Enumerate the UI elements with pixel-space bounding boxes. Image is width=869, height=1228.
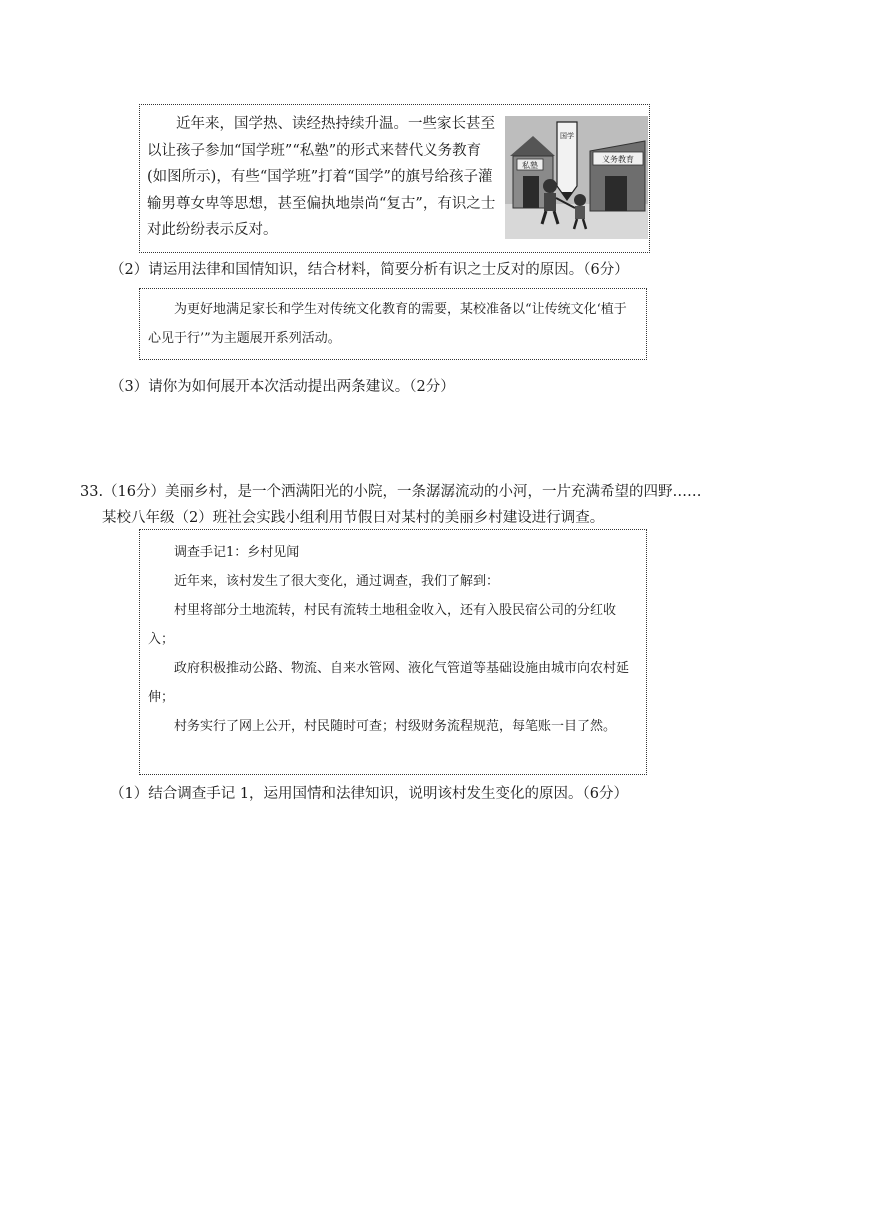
survey-note-p4: 村务实行了网上公开，村民随时可查；村级财务流程规范，每笔账一目了然。 bbox=[174, 719, 617, 734]
cartoon-pencil-label: 国学 bbox=[560, 132, 574, 140]
material-box-2 bbox=[139, 288, 647, 360]
survey-note-p1: 近年来，该村发生了很大变化，通过调查，我们了解到： bbox=[174, 574, 500, 589]
survey-note-title: 调查手记1：乡村见闻 bbox=[174, 545, 300, 560]
material-2-text: 为更好地满足家长和学生对传统文化教育的需要，某校准备以“让传统文化‘植于心见于行’”为主题展开系列活动。 bbox=[148, 302, 627, 346]
survey-note-p3: 政府积极推动公路、物流、自来水管网、液化气管道等基础设施由城市向农村延伸； bbox=[148, 661, 630, 705]
question-33-intro-2: 某校八年级（2）班社会实践小组利用节假日对某村的美丽乡村建设进行调查。 bbox=[102, 510, 605, 526]
question-2: （2）请运用法律和国情知识，结合材料，简要分析有识之士反对的原因。（6分） bbox=[110, 262, 629, 278]
question-33-intro: 33.（16分）美丽乡村，是一个洒满阳光的小院，一条潺潺流动的小河，一片充满希望的四野…… bbox=[80, 484, 702, 500]
cartoon-image bbox=[505, 116, 648, 239]
question-3: （3）请你为如何展开本次活动提出两条建议。（2分） bbox=[110, 379, 455, 395]
survey-note-box bbox=[139, 529, 647, 775]
material-1-text: 近年来，国学热、读经热持续升温。一些家长甚至以让孩子参加“国学班”“私塾”的形式来替代义务教育(如图所示)，有些“国学班”打着“国学”的旗号给孩子灌输男尊女卑等思想，甚至偏执地崇尚“复古”，有识之士对此纷纷表示反对。 bbox=[147, 116, 496, 239]
question-33-1: （1）结合调查手记 1，运用国情和法律知识，说明该村发生变化的原因。（6分） bbox=[110, 786, 629, 802]
survey-note-content bbox=[148, 538, 636, 741]
cartoon-sign-left: 私塾 bbox=[522, 161, 538, 170]
cartoon-sign-right: 义务教育 bbox=[602, 155, 634, 164]
survey-note-p2: 村里将部分土地流转，村民有流转土地租金收入，还有入股民宿公司的分红收入； bbox=[148, 603, 617, 647]
material-box-1 bbox=[139, 104, 650, 253]
